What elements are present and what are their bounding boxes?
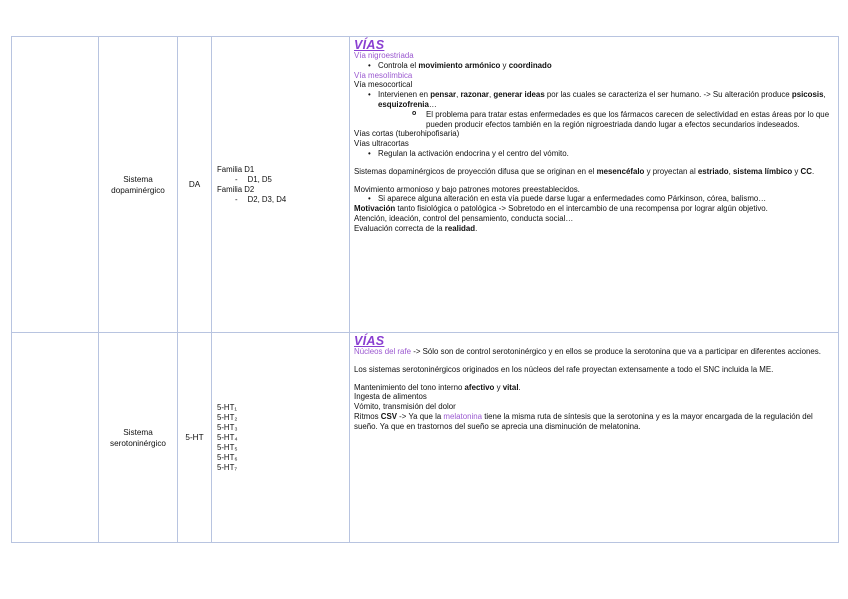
bullet-item: • Regulan la activación endocrina y el centro del vómito.: [354, 149, 835, 159]
paragraph: Movimiento armonioso y bajo patrones motores preestablecidos.: [354, 184, 580, 194]
paragraph: Atención, ideación, control del pensamiento, conducta social…: [354, 213, 574, 223]
paragraph: Evaluación correcta de la realidad.: [354, 223, 478, 233]
paragraph: Motivación tanto fisiológica o patológica -> Sobretodo en el intercambio de una recompensa por lograr algún objetivo.: [354, 204, 768, 214]
abbr-cell: [178, 37, 212, 333]
table-row-serotonin: [12, 333, 839, 543]
receptor-label: 5-HT₁: [217, 402, 237, 412]
receptor-label: 5-HT₆: [217, 452, 238, 462]
receptor-label: 5-HT₇: [217, 462, 238, 472]
pathway-title: Vías cortas (tuberohipofisaria): [354, 129, 460, 139]
empty-cell: [12, 333, 99, 543]
empty-cell: [12, 37, 99, 333]
paragraph: Los sistemas serotoninérgicos originados en los núcleos del rafe proyectan extensamente a todo el SNC incluida la ME.: [354, 364, 774, 374]
table-row-dopamine: [12, 37, 839, 333]
paragraph: Vómito, transmisión del dolor: [354, 402, 456, 412]
description-cell: [350, 37, 839, 333]
content-table: [11, 36, 839, 543]
bullet-item: • Intervienen en pensar, razonar, generar ideas por las cuales se caracteriza el ser humano. -> Su alteración produce psicosis, esquizofrenia…: [354, 90, 835, 110]
pathway-title: Vía nigroestriada: [354, 51, 414, 60]
abbr-cell: [178, 333, 212, 543]
families-cell: [212, 37, 350, 333]
system-name: Sistema dopaminérgico: [111, 174, 165, 195]
family-members: - D2, D3, D4: [217, 195, 349, 205]
receptor-label: 5-HT₂: [217, 412, 238, 422]
paragraph: Sistemas dopaminérgicos de proyección difusa que se originan en el mesencéfalo y proyectan al estriado, sistema límbico y CC.: [354, 166, 815, 176]
system-abbr: DA: [188, 180, 201, 189]
pathway-title: Vías ultracortas: [354, 139, 409, 149]
paragraph: Ingesta de alimentos: [354, 392, 427, 402]
pathway-title: Vía mesocortical: [354, 80, 413, 90]
paragraph: Núcleos del rafe -> Sólo son de control serotoninérgico y en ellos se produce la serotonina que va a participar en diferentes acciones.: [354, 347, 821, 356]
system-name-cell: [99, 333, 178, 543]
paragraph: Mantenimiento del tono interno afectivo y vital.: [354, 382, 521, 392]
description-cell: [350, 333, 839, 543]
family-members: - D1, D5: [217, 175, 349, 185]
section-heading: VÍAS: [354, 38, 385, 52]
paragraph: Ritmos CSV -> Ya que la melatonina tiene la misma ruta de síntesis que la serotonina y es la mayor encargada de la regulación del sueño. Ya que en trastornos del sueño se aprecia una disminución de melatonina.: [354, 411, 813, 431]
system-abbr: 5-HT: [185, 433, 204, 442]
pathway-title: Vía mesolímbica: [354, 70, 413, 80]
system-name: Sistema serotoninérgico: [110, 427, 166, 448]
receptor-label: 5-HT₃: [217, 422, 238, 432]
receptor-label: 5-HT₄: [217, 432, 238, 442]
section-heading: VÍAS: [354, 334, 385, 348]
sub-bullet-item: o El problema para tratar estas enfermedades es que los fármacos carecen de selectividad en estas áreas por lo que pueden producir efectos también en la región nigroestriada dando lugar a efectos secundarios indeseados.: [354, 110, 835, 130]
bullet-item: • Controla el movimiento armónico y coordinado: [354, 61, 835, 71]
family-label: Familia D1: [217, 164, 255, 174]
bullet-item: • Si aparece alguna alteración en esta vía puede darse lugar a enfermedades como Párkinson, córea, balismo…: [354, 194, 835, 204]
family-label: Familia D2: [217, 184, 255, 194]
system-name-cell: [99, 37, 178, 333]
receptors-cell: [212, 333, 350, 543]
receptor-label: 5-HT₅: [217, 442, 238, 452]
